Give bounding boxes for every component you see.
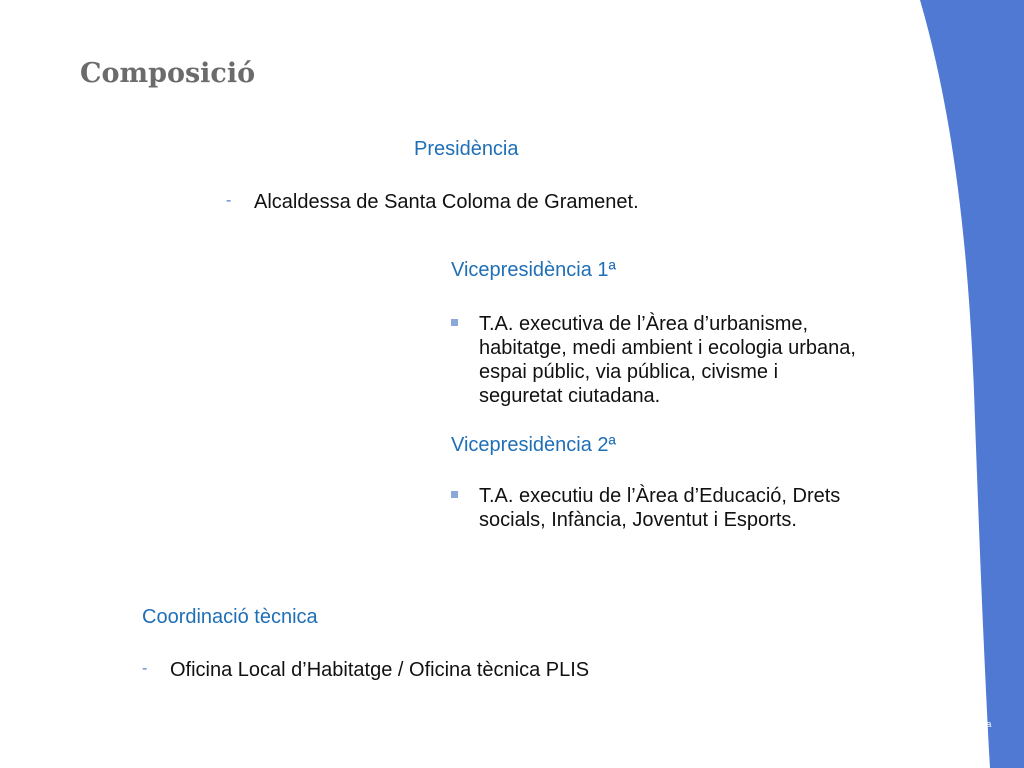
- page-title: Composició: [80, 58, 256, 89]
- presidencia-item: Alcaldessa de Santa Coloma de Gramenet.: [254, 191, 639, 213]
- dash-marker: -: [142, 660, 148, 677]
- logo-line: Ajuntament: [918, 708, 967, 719]
- presidencia-heading: Presidència: [414, 138, 519, 160]
- vicepresidencia1-line: seguretat ciutadana.: [479, 385, 661, 407]
- square-bullet-icon: [451, 491, 458, 498]
- dash-marker: -: [226, 192, 232, 209]
- logo-line: de Gramenet: [918, 730, 974, 741]
- square-bullet-icon: [451, 319, 458, 326]
- logo-line: de Santa Coloma: [918, 719, 992, 730]
- coordinacio-item: Oficina Local d’Habitatge / Oficina tècnica PLIS: [170, 659, 590, 681]
- coordinacio-heading: Coordinació tècnica: [142, 606, 318, 628]
- vicepresidencia1-line: habitatge, medi ambient i ecologia urbana,: [479, 337, 856, 359]
- vicepresidencia2-heading: Vicepresidència 2ª: [451, 434, 616, 456]
- vicepresidencia1-line: espai públic, via pública, civisme i: [479, 361, 779, 383]
- vicepresidencia2-line: socials, Infància, Joventut i Esports.: [479, 509, 797, 531]
- vicepresidencia1-line: T.A. executiva de l’Àrea d’urbanisme,: [479, 313, 809, 335]
- vicepresidencia1-heading: Vicepresidència 1ª: [451, 259, 616, 281]
- vicepresidencia2-line: T.A. executiu de l’Àrea d’Educació, Drets: [479, 485, 841, 507]
- logo-text: [918, 708, 991, 741]
